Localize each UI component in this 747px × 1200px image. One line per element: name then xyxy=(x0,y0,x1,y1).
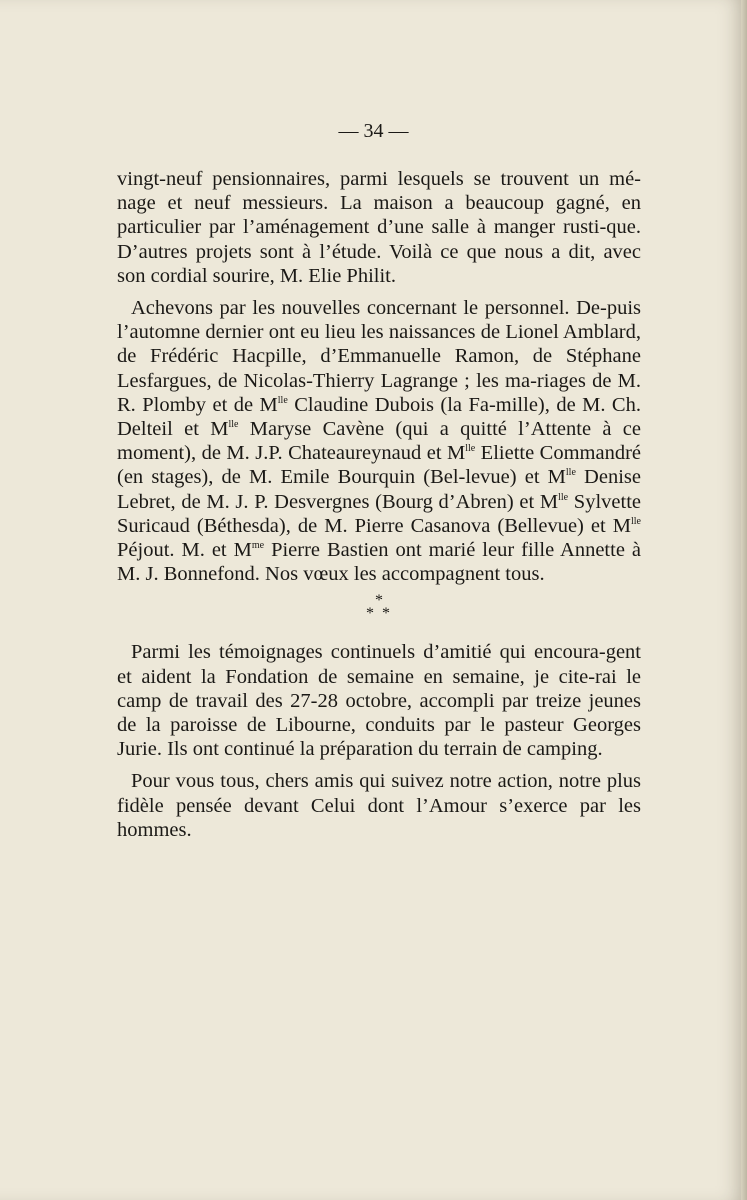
paragraph-4: Pour vous tous, chers amis qui suivez notre action, notre plus fidèle pensée devant Celui dont l’Amour s’exerce par les hommes. xyxy=(117,770,641,841)
page-number: — 34 — xyxy=(338,120,409,142)
section-separator xyxy=(117,592,641,623)
title-superscript: lle xyxy=(565,467,576,479)
body-text xyxy=(117,167,641,850)
paragraph-2 xyxy=(117,296,641,586)
title-superscript: lle xyxy=(631,515,641,527)
paragraph-3: Parmi les témoignages continuels d’amitié qui encoura-gent et aident la Fondation de semaine en semaine, je cite-rai le camp de travail des 27-28 octobre, accompli par treize jeunes de la paroisse de Libourne, conduits par le pasteur Georges Jurie. Ils ont continué la préparation du terrain de camping. xyxy=(117,641,641,761)
paragraph-1 xyxy=(117,167,641,288)
title-superscript: me xyxy=(251,540,265,552)
separator-stars-bottom: * * xyxy=(366,605,392,623)
page-edge xyxy=(741,0,747,1200)
text-segment: vingt-neuf pensionnaires, parmi lesquels se trouvent un mé-nage et neuf messieurs. La maison a beaucoup gagné, en particulier par l’aménagement d’une salle à manger rusti-que. D’autres projets sont à l’étude. Voilà ce que nous a dit, avec son cordial sourire, M. Elie Philit. xyxy=(117,168,641,287)
text-segment: Achevons par les nouvelles concernant le personnel. De-puis l’automne dernier ont eu lieu les naissances de Lionel Amblard, de Frédéric Hacpille, d’Emmanuelle Ramon, de Stéphane Lesfargues, de Nicolas-Thierry Lagrange ; les ma-riages de M. R. Plomby et de M xyxy=(117,297,641,416)
text-segment: Péjout. M. et M xyxy=(117,539,252,562)
text-segment: Maryse Cavène (qui a quitté l’Attente à ce moment), de M. J.P. Chateaureynaud et M xyxy=(117,418,641,465)
text-segment: Claudine Dubois (la Fa-mille), de M. Ch. Delteil et M xyxy=(117,393,641,441)
title-superscript: lle xyxy=(558,491,569,503)
text-segment: Eliette Commandré (en stages), de M. Emile Bourquin (Bel-levue) et M xyxy=(117,442,641,489)
title-superscript: lle xyxy=(277,394,288,406)
title-superscript: lle xyxy=(228,419,239,431)
text-segment: Denise Lebret, de M. J. P. Desvergnes (Bourg d’Abren) et M xyxy=(117,466,641,513)
separator-star-top: * xyxy=(375,592,383,610)
text-segment: Pierre Bastien ont marié leur fille Annette à M. J. Bonnefond. Nos vœux les accompagnent tous. xyxy=(117,539,641,586)
title-superscript: lle xyxy=(465,443,476,455)
text-segment: Sylvette Suricaud (Béthesda), de M. Pierre Casanova (Bellevue) et M xyxy=(117,490,641,537)
